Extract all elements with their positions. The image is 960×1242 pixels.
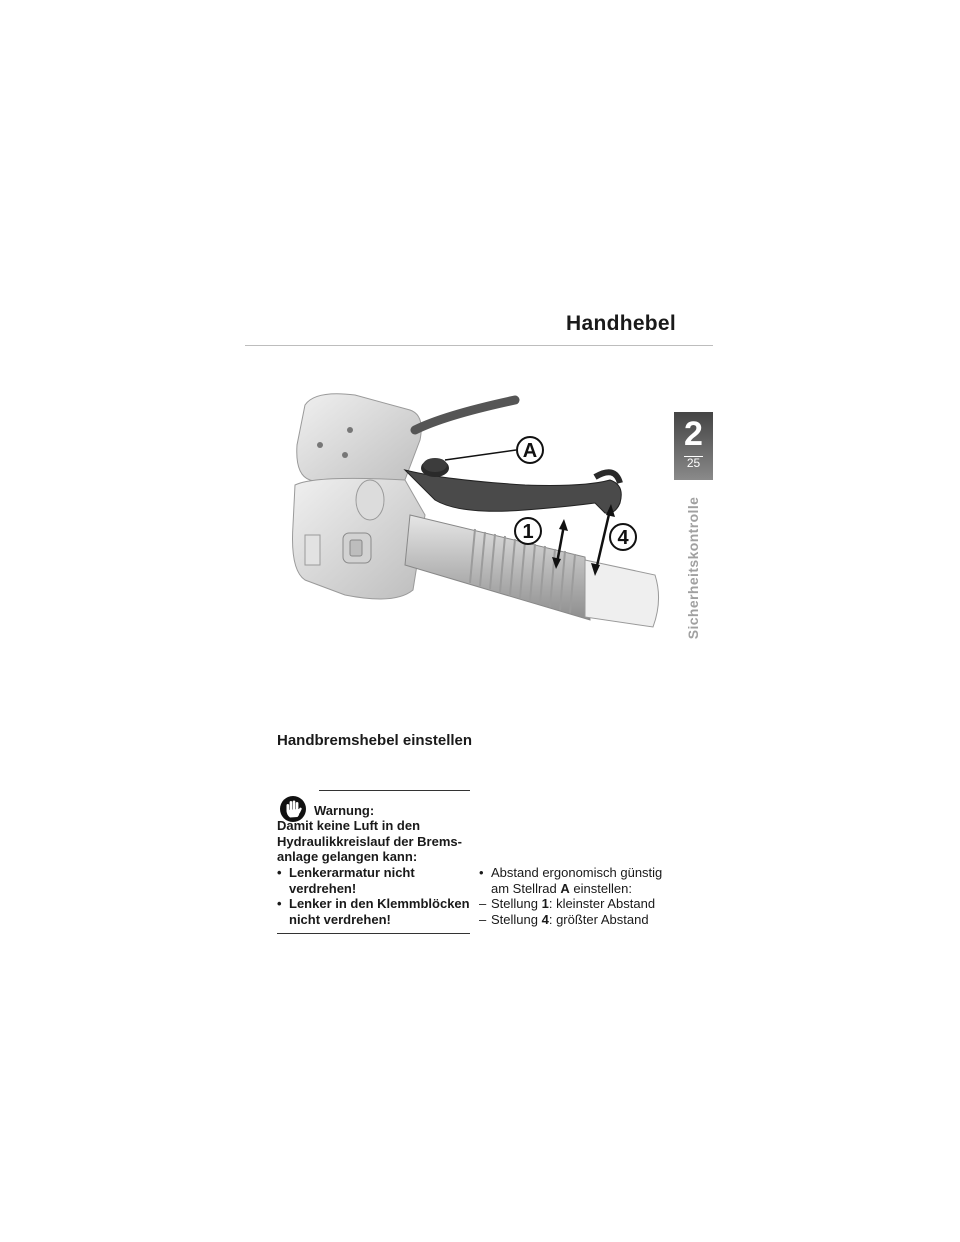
instruction-sub-ref: 1 bbox=[541, 896, 549, 912]
reservoir-housing bbox=[297, 394, 421, 492]
handlebar-lever-illustration bbox=[285, 385, 665, 635]
callout-leader bbox=[445, 450, 516, 460]
instruction-list bbox=[479, 865, 679, 927]
instruction-sub-prefix: Stellung bbox=[491, 911, 538, 927]
callout-1-label: 1 bbox=[522, 521, 534, 543]
page-title: Handhebel bbox=[566, 312, 677, 335]
instruction-main-before: Abstand ergonomisch günstig am Stellrad bbox=[491, 865, 663, 896]
dash-symbol: – bbox=[479, 911, 487, 927]
instruction-sub-max bbox=[479, 912, 679, 928]
warning-label: Warnung: bbox=[314, 803, 375, 818]
title-divider bbox=[245, 345, 713, 346]
instruction-main-after: einstellen: bbox=[573, 880, 632, 896]
dash-symbol: – bbox=[479, 896, 487, 912]
chapter-tab bbox=[674, 412, 713, 480]
bullet-symbol: • bbox=[479, 865, 484, 880]
switch-housing bbox=[293, 478, 426, 599]
instruction-sub-prefix: Stellung bbox=[491, 896, 538, 912]
adjuster-wheel-icon bbox=[421, 458, 449, 477]
warning-top-rule bbox=[319, 790, 470, 791]
warning-text: Damit keine Luft in den Hydraulikkreislauf der Bremsanlage gelangen kann: bbox=[277, 818, 462, 865]
instruction-sub-text: : kleinster Abstand bbox=[548, 896, 656, 912]
instruction-sub-ref: 4 bbox=[541, 911, 549, 927]
callout-4-label: 4 bbox=[617, 527, 629, 549]
warning-bullet: • Lenkerarmatur nicht verdrehen! bbox=[277, 865, 477, 896]
chapter-number: 2 bbox=[684, 415, 703, 453]
instruction-main bbox=[479, 865, 679, 896]
cable bbox=[415, 400, 515, 430]
instruction-main-ref: A bbox=[560, 880, 570, 896]
warning-bottom-rule bbox=[277, 933, 470, 934]
page-number: 25 bbox=[686, 456, 701, 470]
chapter-side-label: Sicherheitskontrolle bbox=[685, 496, 701, 640]
warning-bullet: • Lenker in den Klemmblöcken nicht verdrehen! bbox=[277, 896, 477, 927]
instruction-sub-text: : größter Abstand bbox=[548, 911, 649, 927]
warning-list bbox=[277, 865, 477, 927]
instruction-sub-min bbox=[479, 896, 679, 912]
section-heading: Handbremshebel einstellen bbox=[277, 732, 473, 749]
callout-a-label: A bbox=[522, 440, 538, 462]
